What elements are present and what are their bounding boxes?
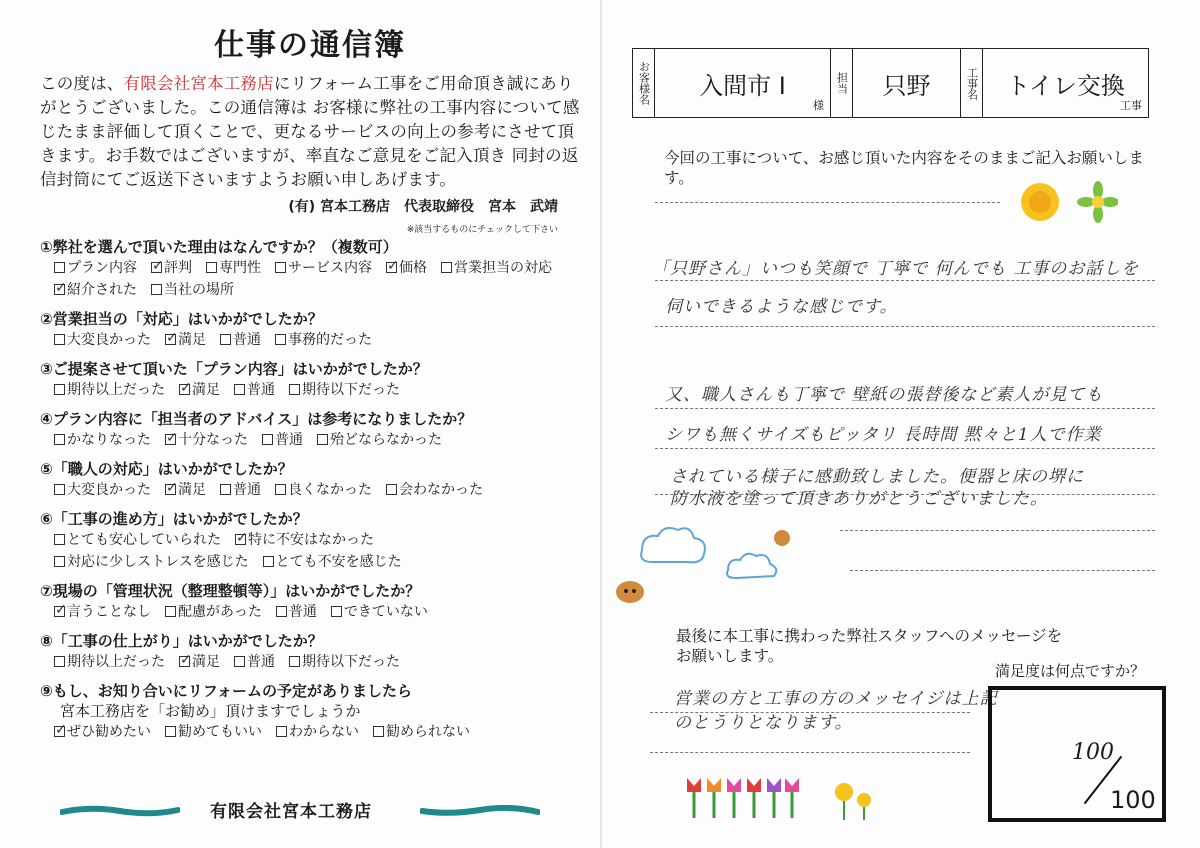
- option-label: プラン内容: [67, 260, 137, 276]
- option-label: 普通: [233, 482, 261, 498]
- checkbox[interactable]: [441, 262, 452, 273]
- checkbox[interactable]: [386, 484, 397, 495]
- option[interactable]: [54, 601, 151, 623]
- staff-name: 只野: [853, 49, 961, 117]
- option[interactable]: [220, 479, 261, 501]
- option[interactable]: [276, 721, 359, 743]
- option-label: とても安心していられた: [67, 532, 221, 548]
- option-label: 満足: [192, 654, 220, 670]
- intro-part-2: にリフォーム工事をご用命頂き誠にありがとうございました。この通信簿は お客様に弊社の工事内容について感じたまま評価して頂くことで、更なるサービスの向上の参考にさせて頂きます。お手数ではございますが、率直なご意見をご記入頂き 同封の返信封筒にてご返送下さいますようお願い申しあげます。: [40, 74, 580, 189]
- option-label: わからない: [289, 724, 359, 740]
- options-list: [40, 529, 580, 573]
- checkbox[interactable]: [151, 262, 162, 273]
- brush-stroke-left: [60, 805, 180, 817]
- question-heading: ④プラン内容に「担当者のアドバイス」は参考になりましたか？: [40, 410, 473, 428]
- line-7: [850, 570, 1155, 571]
- checkbox[interactable]: [54, 334, 65, 345]
- question-heading: ⑦現場の「管理状況（整理整頓等）」はいかがでしたか？: [40, 582, 421, 600]
- checkbox[interactable]: [179, 656, 190, 667]
- page-title: 仕事の通信簿: [214, 28, 406, 63]
- option-label: 期待以下だった: [302, 382, 400, 398]
- option-label: 良くなかった: [288, 482, 372, 498]
- option-label: 大変良かった: [67, 482, 151, 498]
- option[interactable]: [262, 429, 303, 451]
- question-4: [40, 409, 580, 451]
- line-1: [655, 280, 1155, 281]
- checkbox[interactable]: [54, 384, 65, 395]
- option[interactable]: [54, 721, 151, 743]
- option-label: 営業担当の対応: [454, 260, 552, 276]
- option-label: 専門性: [219, 260, 261, 276]
- comment-line-6: 防水液を塗って頂きありがとうございました。: [670, 489, 1048, 509]
- question-heading: ⑥「工事の進め方」はいかがでしたか？: [40, 510, 308, 528]
- option[interactable]: [54, 551, 249, 573]
- option-label: 当社の場所: [164, 282, 234, 298]
- question-heading: ⑤「職人の対応」はいかがでしたか？: [40, 460, 293, 478]
- option-label: 配慮があった: [178, 604, 262, 620]
- page-fold: [600, 0, 602, 848]
- option[interactable]: [276, 601, 317, 623]
- option[interactable]: [234, 651, 275, 673]
- checkbox[interactable]: [275, 484, 286, 495]
- checkbox[interactable]: [373, 726, 384, 737]
- message-line-1: 営業の方と工事の方のメッセイジは上記: [674, 689, 998, 709]
- option-label: 特に不安はなかった: [248, 532, 374, 548]
- checkbox[interactable]: [262, 434, 273, 445]
- option-label: 勧められない: [386, 724, 470, 740]
- question-9: [40, 681, 580, 743]
- option[interactable]: [151, 279, 234, 301]
- option[interactable]: [165, 429, 248, 451]
- question-heading: ①弊社を選んで頂いた理由はなんですか？（複数可）: [40, 238, 398, 256]
- options-list: [40, 257, 580, 301]
- checkbox[interactable]: [220, 484, 231, 495]
- option-label: 事務的だった: [288, 332, 372, 348]
- checkbox[interactable]: [263, 556, 274, 567]
- option[interactable]: [206, 257, 261, 279]
- footer-logo: [60, 795, 540, 825]
- question-8: [40, 631, 580, 673]
- question-6: [40, 509, 580, 573]
- checkbox[interactable]: [234, 384, 245, 395]
- option-label: 紹介された: [67, 282, 137, 298]
- checkbox[interactable]: [165, 334, 176, 345]
- comment-line-5: されている様子に感動致しました。便器と床の堺に: [670, 467, 1084, 487]
- checkbox[interactable]: [165, 726, 176, 737]
- options-list: [40, 479, 580, 501]
- work-name: トイレ交換: [1006, 71, 1125, 100]
- comment-line-4: シワも無くサイズもピッタリ 長時間 黙々と1人で作業: [665, 425, 1102, 445]
- option[interactable]: [179, 379, 220, 401]
- question-5: [40, 459, 580, 501]
- checkbox[interactable]: [54, 656, 65, 667]
- score-value: 100: [1072, 740, 1114, 765]
- checkbox[interactable]: [54, 434, 65, 445]
- checkbox[interactable]: [151, 284, 162, 295]
- option[interactable]: [331, 601, 428, 623]
- score-label: 満足度は何点ですか？: [995, 662, 1146, 680]
- customer-label: お客様名: [633, 49, 655, 117]
- customer-name-cell: [655, 49, 831, 117]
- options-list: [40, 429, 580, 451]
- line-0: [655, 202, 1000, 203]
- option-label: 期待以上だった: [67, 382, 165, 398]
- comment-line-3: 又、職人さんも丁寧で 壁紙の張替後など素人が見ても: [665, 385, 1104, 405]
- left-panel: [40, 20, 580, 743]
- options-list: [40, 379, 580, 401]
- flower-decoration-icon: [1018, 180, 1118, 224]
- option[interactable]: [54, 651, 165, 673]
- comment-prompt: 今回の工事について、お感じ頂いた内容をそのままご記入お願いします。: [664, 149, 1144, 187]
- checkbox[interactable]: [54, 606, 65, 617]
- signature: (有) 宮本工務店 代表取締役 宮本 武靖: [288, 199, 558, 215]
- checkbox[interactable]: [165, 606, 176, 617]
- score-box: [988, 686, 1166, 822]
- option-label: 普通: [288, 604, 317, 620]
- question-heading: ⑧「工事の仕上がり」はいかがでしたか？: [40, 632, 323, 650]
- option-label: かなりなった: [67, 432, 151, 448]
- option[interactable]: [275, 257, 372, 279]
- option-label: 対応に少しストレスを感じた: [67, 554, 249, 570]
- option-label: できていない: [343, 604, 428, 620]
- intro-part-1: この度は、: [40, 74, 124, 93]
- checkbox[interactable]: [235, 534, 246, 545]
- option-label: 普通: [233, 332, 261, 348]
- option-label: 期待以下だった: [302, 654, 400, 670]
- tulip-decoration-icon: [684, 772, 884, 822]
- checkbox[interactable]: [54, 262, 65, 273]
- option[interactable]: [165, 721, 262, 743]
- cloud-decoration-icon: [632, 520, 792, 610]
- options-list: [40, 651, 580, 673]
- checkbox[interactable]: [54, 484, 65, 495]
- line-3: [655, 408, 1155, 409]
- line-4: [655, 448, 1155, 449]
- question-heading: ⑨もし、お知り合いにリフォームの予定がありましたら: [40, 682, 412, 700]
- comment-line-1: 「只野さん」いつも笑顔で 丁寧で 何んでも 工事のお話しを: [652, 259, 1140, 279]
- check-note: ※該当するものにチェックして下さい: [406, 225, 558, 235]
- checkbox[interactable]: [331, 606, 342, 617]
- option-label: 満足: [178, 332, 206, 348]
- option[interactable]: [289, 379, 400, 401]
- checkbox[interactable]: [317, 434, 328, 445]
- checkbox[interactable]: [179, 384, 190, 395]
- question-3: [40, 359, 580, 401]
- option-label: 期待以上だった: [67, 654, 165, 670]
- bird-decoration-icon: [612, 576, 648, 606]
- option[interactable]: [165, 479, 206, 501]
- question-heading: ②営業担当の「対応」はいかがでしたか？: [40, 310, 323, 328]
- option[interactable]: [165, 601, 262, 623]
- checkbox[interactable]: [54, 556, 65, 567]
- line-9: [650, 752, 970, 753]
- checkbox[interactable]: [275, 262, 286, 273]
- option[interactable]: [263, 551, 402, 573]
- option[interactable]: [179, 651, 220, 673]
- option[interactable]: [54, 329, 151, 351]
- questions-list: [40, 237, 580, 743]
- option[interactable]: [165, 329, 206, 351]
- option-label: 会わなかった: [399, 482, 483, 498]
- checkbox[interactable]: [276, 606, 287, 617]
- checkbox[interactable]: [54, 726, 65, 737]
- question-1: [40, 237, 580, 301]
- option-label: 満足: [192, 382, 220, 398]
- option[interactable]: [234, 379, 275, 401]
- option[interactable]: [235, 529, 374, 551]
- option[interactable]: [220, 329, 261, 351]
- option[interactable]: [54, 379, 165, 401]
- checkbox[interactable]: [289, 656, 300, 667]
- option[interactable]: [289, 651, 400, 673]
- checkbox[interactable]: [165, 434, 176, 445]
- option[interactable]: [54, 257, 137, 279]
- option-label: ぜひ勧めたい: [67, 724, 151, 740]
- option[interactable]: [54, 279, 137, 301]
- checkbox[interactable]: [206, 262, 217, 273]
- comment-line-2: 伺いできるような感じです。: [665, 297, 898, 317]
- checkbox[interactable]: [54, 284, 65, 295]
- option[interactable]: [275, 479, 372, 501]
- checkbox[interactable]: [220, 334, 231, 345]
- footer-company: 有限会社宮本工務店: [210, 802, 372, 822]
- option[interactable]: [317, 429, 442, 451]
- customer-info-table: [632, 48, 1149, 118]
- option-label: 十分なった: [178, 432, 248, 448]
- checkbox[interactable]: [234, 656, 245, 667]
- question-7: [40, 581, 580, 623]
- work-label: 工事名: [961, 49, 983, 117]
- option[interactable]: [151, 257, 192, 279]
- option-label: サービス内容: [288, 260, 372, 276]
- line-2: [655, 326, 1155, 327]
- work-name-cell: [983, 49, 1148, 117]
- option-label: 評判: [164, 260, 192, 276]
- option[interactable]: [441, 257, 552, 279]
- option[interactable]: [275, 329, 372, 351]
- option[interactable]: [386, 257, 427, 279]
- option[interactable]: [386, 479, 483, 501]
- brush-stroke-right: [420, 805, 540, 817]
- option-label: 大変良かった: [67, 332, 151, 348]
- option-label: 殆どならなかった: [330, 432, 442, 448]
- intro-company: 有限会社宮本工務店: [123, 74, 274, 93]
- option[interactable]: [54, 479, 151, 501]
- option[interactable]: [54, 529, 221, 551]
- customer-name: 入間市 I: [699, 71, 786, 100]
- message-prompt: 最後に本工事に携わった弊社スタッフへのメッセージをお願いします。: [676, 627, 1063, 665]
- question-heading: ③ご提案させて頂いた「プラン内容」はいかがでしたか？: [40, 360, 428, 378]
- intro-text: [40, 72, 580, 192]
- option-label: 普通: [247, 654, 275, 670]
- option-label: 勧めてもいい: [178, 724, 262, 740]
- option[interactable]: [54, 429, 151, 451]
- checkbox[interactable]: [289, 384, 300, 395]
- option[interactable]: [373, 721, 470, 743]
- options-list: [40, 601, 580, 623]
- checkbox[interactable]: [386, 262, 397, 273]
- options-list: [40, 329, 580, 351]
- checkbox[interactable]: [165, 484, 176, 495]
- score-max: 100: [1110, 786, 1156, 814]
- checkbox[interactable]: [54, 534, 65, 545]
- option-label: とても不安を感じた: [275, 554, 402, 570]
- customer-suffix: 様: [813, 99, 824, 112]
- checkbox[interactable]: [275, 334, 286, 345]
- options-list: [40, 721, 580, 743]
- option-label: 価格: [399, 260, 427, 276]
- option-label: 言うことなし: [67, 604, 151, 620]
- option-label: 満足: [178, 482, 206, 498]
- work-suffix: 工事: [1120, 99, 1142, 112]
- option-label: 普通: [247, 382, 275, 398]
- staff-label: 担当: [831, 49, 853, 117]
- line-6: [840, 530, 1155, 531]
- message-line-2: のとうりとなります。: [674, 713, 853, 733]
- question-heading-2: 宮本工務店を「お勧め」頂けますでしょうか: [60, 702, 361, 720]
- option-label: 普通: [275, 432, 303, 448]
- question-2: [40, 309, 580, 351]
- checkbox[interactable]: [276, 726, 287, 737]
